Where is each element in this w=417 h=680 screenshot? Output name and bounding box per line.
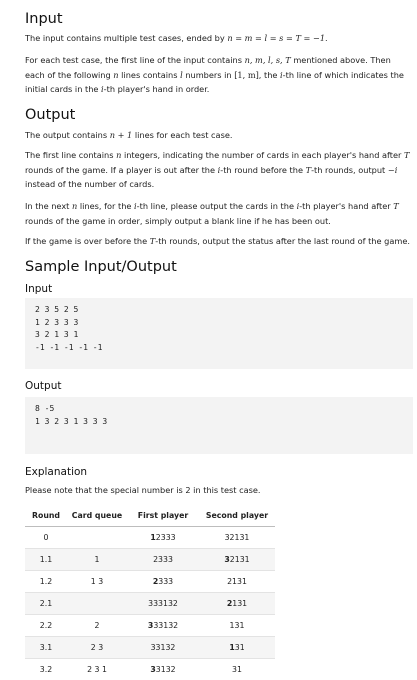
sample-output-label: Output <box>25 380 61 393</box>
input-paragraph-2: For each test case, the first line of the input contains n, m, l, s, T mentioned above. Then each of the following n lines contains l numbers in [1, m], the i-th line of which indicates the initial cards in the i-th player's hand in order. <box>25 53 410 97</box>
cell-second-player <box>199 571 275 593</box>
cell-first-player <box>127 637 199 659</box>
cell-first-player <box>127 527 199 549</box>
output-heading: Output <box>25 107 75 123</box>
sample-input-line: -1 -1 -1 -1 -1 <box>35 342 403 355</box>
cell-card-queue: 2 3 <box>67 637 127 659</box>
cell-first-player <box>127 593 199 615</box>
cards: 2333 <box>156 533 176 542</box>
sample-heading: Sample Input/Output <box>25 259 177 275</box>
highlighted-card: 3 <box>148 621 153 630</box>
sample-input-line: 2 3 5 2 5 <box>35 304 403 317</box>
cards: 32131 <box>225 533 250 542</box>
sample-input-line: 1 2 3 3 3 <box>35 317 403 330</box>
explanation-note: Please note that the special number is 2 in this test case. <box>25 483 410 498</box>
cards: 131 <box>230 621 245 630</box>
cell-first-player <box>127 615 199 637</box>
table-row <box>25 549 275 571</box>
cards: 33132 <box>151 643 176 652</box>
cards: 2333 <box>153 555 173 564</box>
explanation-heading: Explanation <box>25 466 87 479</box>
column-header-round: Round <box>25 505 67 527</box>
cell-second-player <box>199 659 275 680</box>
highlighted-card: 3 <box>224 555 229 564</box>
table-row <box>25 637 275 659</box>
cards: 333 <box>158 577 173 586</box>
cell-round: 0 <box>25 527 67 549</box>
table-row <box>25 593 275 615</box>
cell-card-queue <box>67 593 127 615</box>
round-table <box>25 505 275 680</box>
output-paragraph-3: In the next n lines, for the i-th line, please output the cards in the i-th player's hand after T rounds of the game in order, simply output a blank line if he has been out. <box>25 199 410 228</box>
sample-output-block <box>25 397 413 454</box>
sample-input-label: Input <box>25 283 52 296</box>
highlighted-card: 2 <box>227 599 232 608</box>
table-row <box>25 527 275 549</box>
output-paragraph-2: The first line contains n integers, indicating the number of cards in each player's hand after T rounds of the game. If a player is out after the i-th round before the T-th rounds, output −i instead of the number of cards. <box>25 148 410 192</box>
cards: 31 <box>235 643 245 652</box>
cell-second-player <box>199 593 275 615</box>
highlighted-card: 1 <box>229 643 234 652</box>
cell-card-queue: 1 <box>67 549 127 571</box>
cell-round: 3.2 <box>25 659 67 680</box>
table-row <box>25 571 275 593</box>
cards: 31 <box>232 665 242 674</box>
highlighted-card: 3 <box>150 665 155 674</box>
cell-round: 2.1 <box>25 593 67 615</box>
column-header-first-player: First player <box>127 505 199 527</box>
cards: 2131 <box>230 555 250 564</box>
sample-output-line: 1 3 2 3 1 3 3 3 <box>35 416 403 429</box>
cell-round: 2.2 <box>25 615 67 637</box>
cards: 2131 <box>227 577 247 586</box>
highlighted-card: 1 <box>150 533 155 542</box>
cell-first-player <box>127 571 199 593</box>
input-paragraph-1: The input contains multiple test cases, ended by n = m = l = s = T = −1. <box>25 31 410 46</box>
cell-second-player <box>199 637 275 659</box>
cards: 131 <box>232 599 247 608</box>
cards: 333132 <box>148 599 178 608</box>
table-header-row <box>25 505 275 527</box>
cell-second-player <box>199 615 275 637</box>
table-row <box>25 659 275 680</box>
table-row <box>25 615 275 637</box>
sample-output-line: 8 -5 <box>35 403 403 416</box>
cards: 3132 <box>156 665 176 674</box>
output-paragraph-1: The output contains n + 1 lines for each test case. <box>25 128 410 143</box>
cell-round: 3.1 <box>25 637 67 659</box>
input-heading: Input <box>25 11 63 27</box>
column-header-card-queue: Card queue <box>67 505 127 527</box>
highlighted-card: 2 <box>153 577 158 586</box>
cell-second-player <box>199 549 275 571</box>
cell-first-player <box>127 549 199 571</box>
column-header-second-player: Second player <box>199 505 275 527</box>
cell-card-queue: 2 3 1 <box>67 659 127 680</box>
cell-round: 1.1 <box>25 549 67 571</box>
output-paragraph-4: If the game is over before the T-th rounds, output the status after the last round of the game. <box>25 234 410 249</box>
cell-first-player <box>127 659 199 680</box>
cell-card-queue: 2 <box>67 615 127 637</box>
cell-second-player <box>199 527 275 549</box>
sample-input-block <box>25 298 413 369</box>
cell-card-queue: 1 3 <box>67 571 127 593</box>
cards: 33132 <box>153 621 178 630</box>
cell-round: 1.2 <box>25 571 67 593</box>
cell-card-queue <box>67 527 127 549</box>
sample-input-line: 3 2 1 3 1 <box>35 329 403 342</box>
